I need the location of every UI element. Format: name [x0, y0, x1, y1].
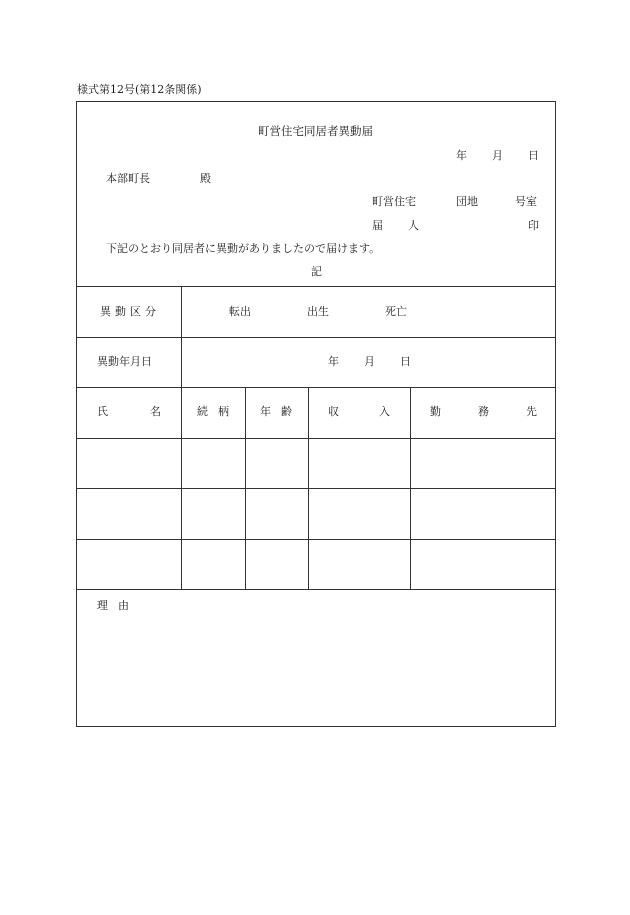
date-day-label: 日	[528, 149, 539, 162]
cell-age-2[interactable]	[246, 489, 308, 538]
column-header-age: 年齢	[260, 405, 302, 418]
reason-label: 理由	[97, 599, 139, 612]
seal-label: 印	[528, 219, 539, 232]
column-header-name	[97, 406, 161, 417]
change-type-label: 異動区分	[100, 305, 160, 318]
form-number-label: 様式第12号(第12条関係)	[77, 83, 202, 96]
notifier-label-1: 届	[372, 219, 383, 232]
form-title: 町営住宅同居者異動届	[258, 124, 373, 138]
cell-income-1[interactable]	[309, 439, 410, 488]
column-header-name-text: 氏 名	[97, 405, 161, 418]
column-header-workplace	[430, 406, 537, 417]
room-label: 号室	[515, 195, 537, 208]
cell-workplace-1[interactable]	[411, 439, 555, 488]
cell-name-2[interactable]	[77, 489, 181, 538]
recipient-honorific: 殿	[200, 172, 211, 185]
ki-label: 記	[311, 265, 322, 278]
table-rule	[76, 337, 556, 338]
cell-income-3[interactable]	[309, 540, 410, 589]
cell-name-1[interactable]	[77, 439, 181, 488]
table-rule	[76, 286, 556, 287]
date-month-label: 月	[492, 149, 503, 162]
cell-relation-2[interactable]	[182, 489, 245, 538]
date-year-label: 年	[456, 149, 467, 162]
cell-relation-1[interactable]	[182, 439, 245, 488]
change-date-year: 年	[328, 355, 339, 368]
table-rule	[76, 589, 556, 590]
change-date-day: 日	[400, 355, 411, 368]
column-header-workplace-text: 勤 務 先	[430, 405, 537, 418]
column-header-relation: 続柄	[197, 405, 239, 418]
column-header-income	[328, 406, 390, 417]
cell-name-3[interactable]	[77, 540, 181, 589]
cell-income-2[interactable]	[309, 489, 410, 538]
cell-workplace-3[interactable]	[411, 540, 555, 589]
recipient-name: 本部町長	[106, 172, 150, 185]
housing-label: 町営住宅	[372, 195, 416, 208]
statement-text: 下記のとおり同居者に異動がありましたので届けます。	[106, 242, 381, 255]
cell-age-3[interactable]	[246, 540, 308, 589]
table-rule	[76, 387, 556, 388]
change-option-death[interactable]: 死亡	[385, 305, 407, 318]
notifier-label-2: 人	[408, 219, 419, 232]
reason-field[interactable]	[77, 618, 555, 726]
change-option-moveout[interactable]: 転出	[229, 305, 251, 318]
change-option-birth[interactable]: 出生	[307, 305, 329, 318]
complex-label: 団地	[456, 195, 478, 208]
cell-relation-3[interactable]	[182, 540, 245, 589]
change-date-label: 異動年月日	[97, 355, 152, 368]
cell-age-1[interactable]	[246, 439, 308, 488]
change-date-month: 月	[364, 355, 375, 368]
cell-workplace-2[interactable]	[411, 489, 555, 538]
column-header-income-text: 収 入	[328, 405, 390, 418]
